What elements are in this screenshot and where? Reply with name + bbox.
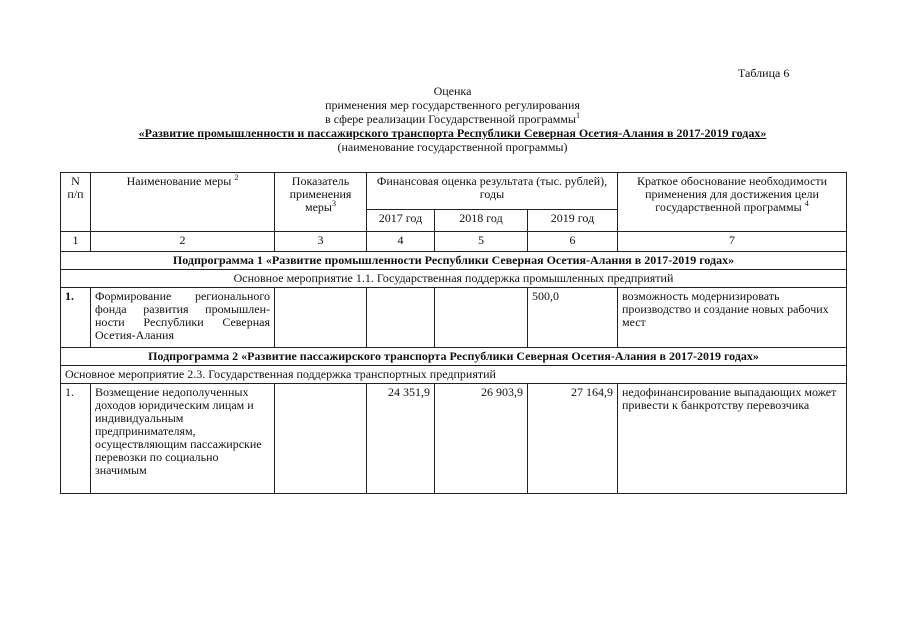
header-year-2018: 2018 год bbox=[435, 210, 528, 232]
row-justification: возможность модернизировать производство и создание новых рабочих мест bbox=[618, 288, 847, 348]
column-number: 3 bbox=[275, 232, 367, 252]
event-2-3-title: Основное мероприятие 2.3. Государственная поддержка транспортных предприятий bbox=[61, 366, 847, 384]
row-value-2017: 24 351,9 bbox=[367, 384, 435, 494]
row-justification: недофинансирование выпадающих может привести к банкротству перевозчика bbox=[618, 384, 847, 494]
row-num: 1. bbox=[61, 288, 91, 348]
row-value-2019: 500,0 bbox=[528, 288, 618, 348]
header-num: N п/п bbox=[61, 173, 91, 232]
row-num: 1. bbox=[61, 384, 91, 494]
row-name: Возмещение недополученных доходов юридическим лицам и индивидуальным предпринимателям, осуществляющим пассажирские перевозки по социально значимым bbox=[91, 384, 275, 494]
program-caption: (наименование государственной программы) bbox=[337, 140, 568, 154]
row-name: Формирование регионального фонда развития промышлен-ности Республики Северная Осетия-Алания bbox=[91, 288, 275, 348]
header-financial: Финансовая оценка результата (тыс. рублей), годы bbox=[367, 173, 618, 210]
table-number: Таблица 6 bbox=[738, 66, 790, 80]
header-year-2017: 2017 год bbox=[367, 210, 435, 232]
subprogram-row bbox=[61, 348, 847, 366]
header-row bbox=[61, 173, 847, 210]
event-row bbox=[61, 270, 847, 288]
assessment-table bbox=[60, 172, 847, 494]
heading-title: Оценка bbox=[433, 84, 472, 98]
program-name: «Развитие промышленности и пассажирского транспорта Республики Северная Осетия-Алания в 2017-2019 годах» bbox=[138, 126, 767, 140]
column-number: 7 bbox=[618, 232, 847, 252]
column-number: 5 bbox=[435, 232, 528, 252]
subprogram-row bbox=[61, 252, 847, 270]
column-number: 6 bbox=[528, 232, 618, 252]
header-name: Наименование меры $^2$ bbox=[91, 173, 275, 232]
header-year-2019: 2019 год bbox=[528, 210, 618, 232]
column-number-row bbox=[61, 232, 847, 252]
row-indicator bbox=[275, 384, 367, 494]
column-number: 2 bbox=[91, 232, 275, 252]
row-indicator bbox=[275, 288, 367, 348]
column-number: 4 bbox=[367, 232, 435, 252]
column-number: 1 bbox=[61, 232, 91, 252]
row-value-2018: 26 903,9 bbox=[435, 384, 528, 494]
heading-line2: применения мер государственного регулирования bbox=[325, 98, 580, 112]
row-value-2019: 27 164,9 bbox=[528, 384, 618, 494]
subprogram-1-title: Подпрограмма 1 «Развитие промышленности Республики Северная Осетия-Алания в 2017-2019 годах» bbox=[61, 252, 847, 270]
row-value-2018 bbox=[435, 288, 528, 348]
footnote-ref-1: 1 bbox=[575, 111, 580, 120]
event-row bbox=[61, 366, 847, 384]
table-row bbox=[61, 288, 847, 348]
document-heading bbox=[0, 84, 905, 154]
event-1-1-title: Основное мероприятие 1.1. Государственная поддержка промышленных предприятий bbox=[61, 270, 847, 288]
heading-line3: в сфере реализации Государственной программы$^1$ bbox=[325, 111, 580, 126]
table-row bbox=[61, 384, 847, 494]
header-indicator: Показатель применения меры$^3$ bbox=[275, 173, 367, 232]
row-value-2017 bbox=[367, 288, 435, 348]
header-justification: Краткое обоснование необходимости применения для достижения цели государственной программы $^4$ bbox=[618, 173, 847, 232]
subprogram-2-title: Подпрограмма 2 «Развитие пассажирского транспорта Республики Северная Осетия-Алания в 2017-2019 годах» bbox=[61, 348, 847, 366]
